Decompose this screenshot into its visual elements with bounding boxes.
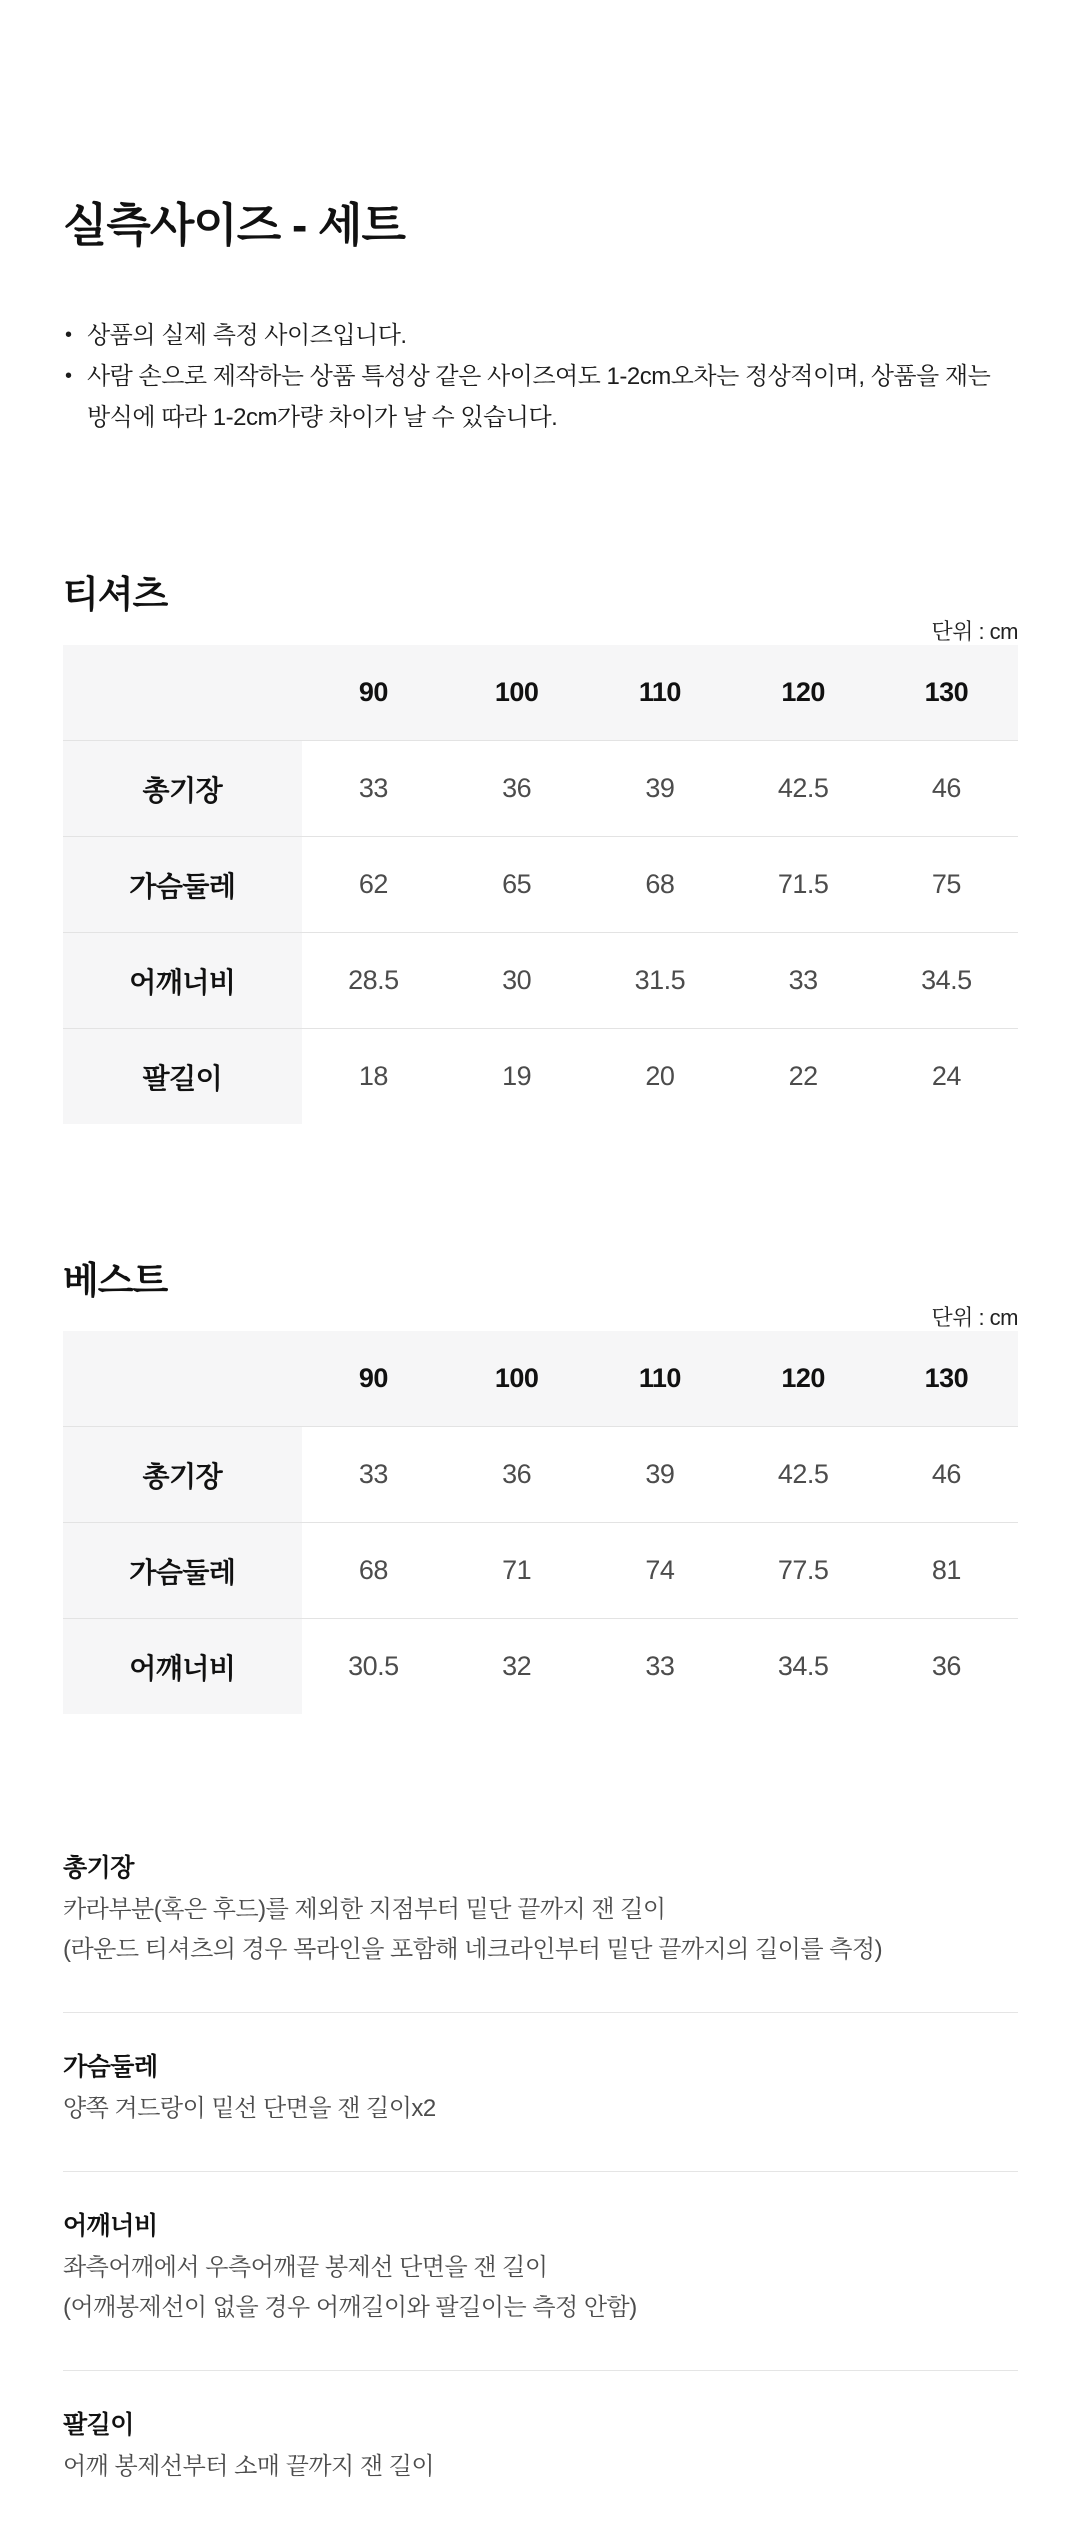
note-text: 상품의 실제 측정 사이즈입니다. (87, 322, 407, 349)
note-text: 사람 손으로 제작하는 상품 특성상 같은 사이즈여도 1-2cm오차는 정상적이며, 상품을 재는 방식에 따라 1-2cm가량 차이가 날 수 있습니다. (87, 363, 991, 431)
unit-label: 단위 : cm (931, 619, 1018, 644)
column-header: 90 (302, 645, 445, 741)
size-value: 24 (931, 1061, 961, 1091)
table-header-row (63, 645, 1018, 741)
size-value: 42.5 (777, 1459, 829, 1489)
size-value: 62 (358, 869, 388, 899)
column-header: 90 (302, 1331, 445, 1427)
table-row (63, 741, 1018, 837)
size-value: 31.5 (634, 965, 686, 995)
size-value: 77.5 (777, 1555, 829, 1585)
size-table-vest (63, 1331, 1018, 1714)
definition-line: (어깨봉제선이 없을 경우 어깨길이와 팔길이는 측정 안함) (63, 2294, 637, 2321)
size-value: 65 (502, 869, 532, 899)
size-value: 30 (502, 965, 532, 995)
definition-palgiri (63, 2409, 1018, 2487)
size-value: 68 (645, 869, 675, 899)
size-value: 34.5 (921, 965, 972, 995)
size-value: 42.5 (777, 773, 829, 803)
definition-chongijang (63, 1852, 1018, 1970)
row-label: 총기장 (63, 1427, 302, 1523)
bullet-marker: • (65, 365, 72, 387)
size-value: 34.5 (777, 1651, 829, 1681)
definition-term: 어깨너비 (63, 2212, 158, 2240)
definition-term: 가슴둘레 (63, 2053, 158, 2081)
size-value: 33 (788, 965, 818, 995)
section-title-vest: 베스트 (63, 1260, 168, 1301)
table-row (63, 1427, 1018, 1523)
size-value: 36 (502, 1459, 532, 1489)
divider (63, 2370, 1018, 2371)
divider (63, 2171, 1018, 2172)
row-label: 어꺠너비 (63, 1619, 302, 1715)
bullet-marker: • (65, 324, 72, 346)
size-value: 75 (931, 869, 961, 899)
column-header: 120 (732, 645, 875, 741)
definition-gaseumdulle (63, 2051, 1018, 2129)
unit-label: 단위 : cm (931, 1305, 1018, 1330)
section-title-tshirt: 티셔츠 (63, 574, 168, 615)
size-value: 20 (645, 1061, 675, 1091)
column-header: 110 (588, 645, 731, 741)
corner-cell (63, 1331, 302, 1427)
size-value: 46 (931, 1459, 961, 1489)
section-tshirt (63, 572, 1018, 1124)
size-value: 28.5 (348, 965, 399, 995)
size-value: 33 (358, 1459, 388, 1489)
page-title: 실측사이즈 - 세트 (63, 199, 405, 251)
definition-eokkaeneobi (63, 2210, 1018, 2328)
definition-term: 팔길이 (63, 2411, 134, 2439)
size-value: 46 (931, 773, 961, 803)
size-value: 39 (645, 773, 675, 803)
size-value: 36 (502, 773, 532, 803)
definition-line: 양쪽 겨드랑이 밑선 단면을 잰 길이x2 (63, 2095, 436, 2122)
row-label: 팔길이 (63, 1029, 302, 1125)
size-value: 18 (358, 1061, 388, 1091)
size-value: 30.5 (348, 1651, 399, 1681)
definition-line: 카라부분(혹은 후드)를 제외한 지점부터 밑단 끝까지 잰 길이 (63, 1896, 666, 1923)
section-vest (63, 1258, 1018, 1714)
table-row (63, 933, 1018, 1029)
table-row (63, 1523, 1018, 1619)
definition-line: (라운드 티셔츠의 경우 목라인을 포함해 네크라인부터 밑단 끝까지의 길이를 측정) (63, 1936, 883, 1963)
divider (63, 2012, 1018, 2013)
size-value: 39 (645, 1459, 675, 1489)
size-value: 71.5 (777, 869, 829, 899)
row-label: 어깨너비 (63, 933, 302, 1029)
notes-list (63, 315, 1018, 438)
measurement-definitions (63, 1852, 1018, 2487)
corner-cell (63, 645, 302, 741)
size-value: 32 (502, 1651, 532, 1681)
definition-line: 어깨 봉제선부터 소매 끝까지 잰 길이 (63, 2453, 435, 2480)
size-value: 81 (931, 1555, 961, 1585)
size-value: 71 (502, 1555, 532, 1585)
row-label: 가슴둘레 (63, 837, 302, 933)
size-table-tshirt (63, 645, 1018, 1124)
column-header: 130 (875, 645, 1018, 741)
note-item (63, 315, 1018, 356)
table-row (63, 1619, 1018, 1715)
note-item (63, 356, 1018, 438)
column-header: 100 (445, 1331, 588, 1427)
size-value: 74 (645, 1555, 675, 1585)
size-value: 33 (358, 773, 388, 803)
table-header-row (63, 1331, 1018, 1427)
row-label: 총기장 (63, 741, 302, 837)
definition-term: 총기장 (63, 1854, 134, 1882)
column-header: 130 (875, 1331, 1018, 1427)
definition-line: 좌측어깨에서 우측어깨끝 봉제선 단면을 잰 길이 (63, 2254, 548, 2281)
size-value: 36 (931, 1651, 961, 1681)
table-row (63, 1029, 1018, 1125)
size-value: 19 (502, 1061, 532, 1091)
size-value: 33 (645, 1651, 675, 1681)
size-value: 22 (788, 1061, 818, 1091)
size-value: 68 (358, 1555, 388, 1585)
row-label: 가슴둘레 (63, 1523, 302, 1619)
column-header: 100 (445, 645, 588, 741)
column-header: 110 (588, 1331, 731, 1427)
table-row (63, 837, 1018, 933)
column-header: 120 (732, 1331, 875, 1427)
